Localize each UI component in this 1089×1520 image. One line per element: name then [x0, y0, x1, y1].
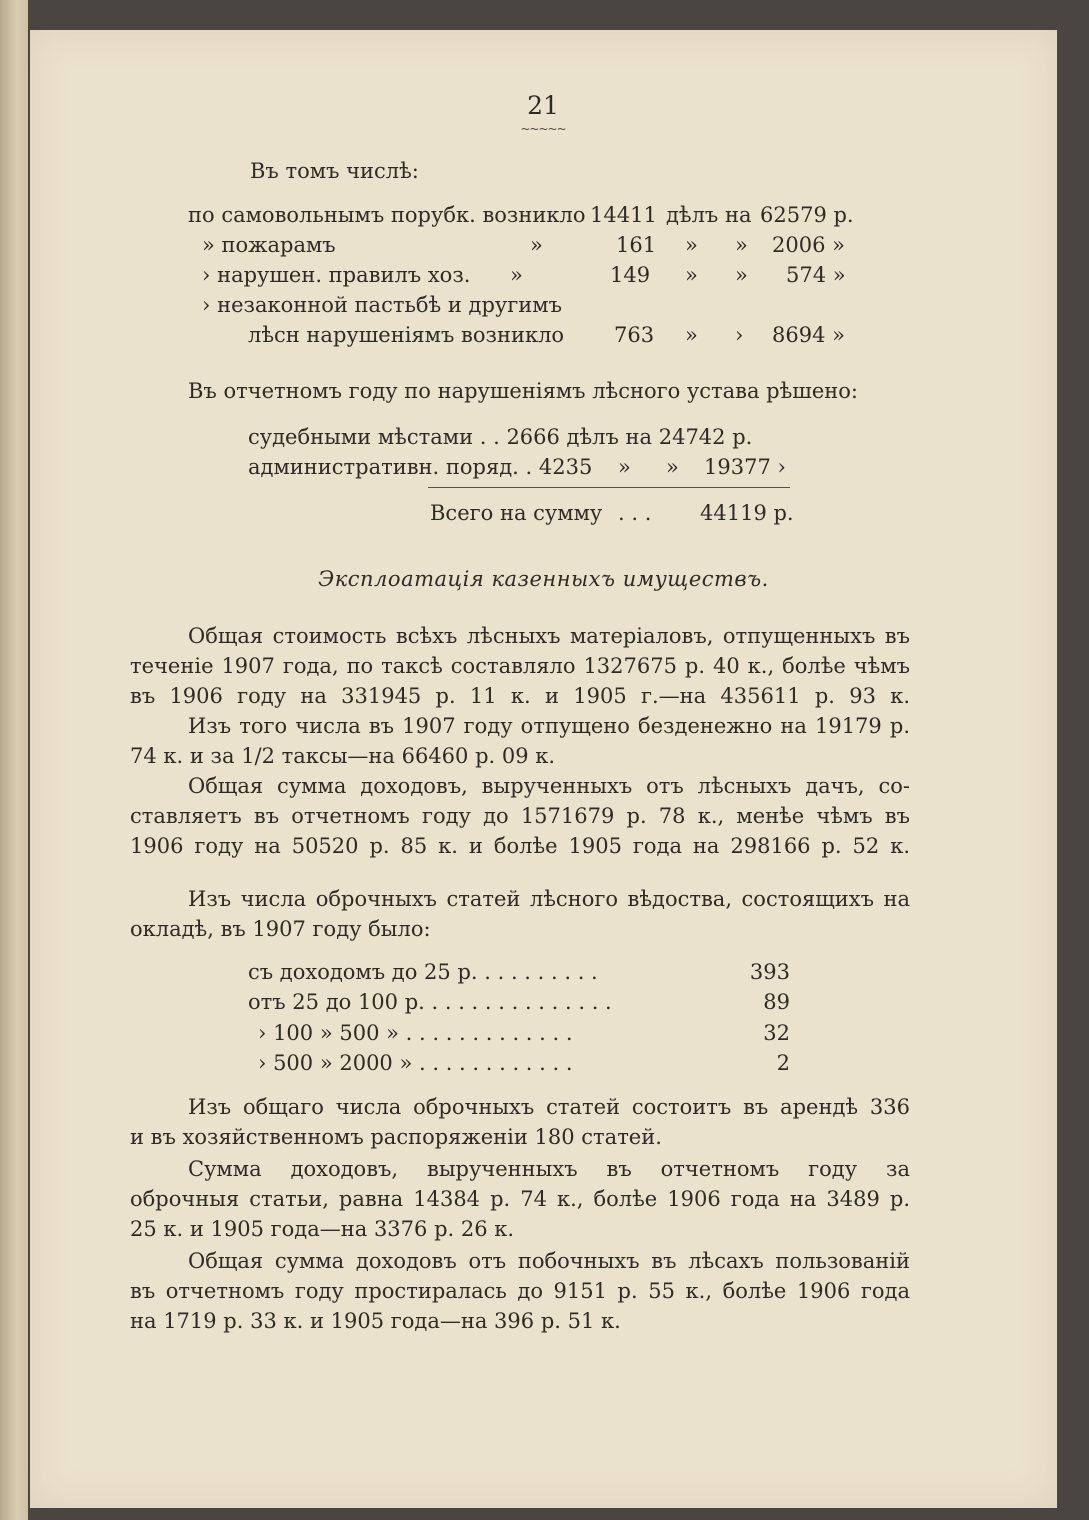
paragraph-line: Общая сумма доходовъ, вырученныхъ отъ лѣсныхъ дачъ, со-	[188, 774, 910, 798]
decided-row-ditto: »	[666, 455, 679, 479]
paragraph-line: 1906 году на 50520 р. 85 к. и болѣе 1905 года на 298166 р. 52 к.	[130, 834, 910, 858]
decided-row-sum: 19377 ›	[704, 455, 786, 479]
violation-row-label: по самовольнымъ порубк. возникло	[188, 203, 586, 227]
sum-rule	[428, 487, 790, 488]
violation-row-sum: 8694 »	[772, 323, 845, 347]
paragraph-line: 74 к. и за 1/2 таксы—на 66460 р. 09 к.	[130, 744, 556, 768]
document-page	[30, 30, 1057, 1508]
paragraph-line: въ 1906 году на 331945 р. 11 к. и 1905 г.—на 435611 р. 93 к.	[130, 684, 910, 708]
violation-row-ditto: »	[735, 263, 748, 287]
paragraph-line: теченіе 1907 года, по таксѣ составляло 1327675 р. 40 к., болѣе чѣмъ	[130, 654, 910, 678]
violation-row-count: 14411	[590, 203, 657, 227]
violation-row-ditto: »	[685, 263, 698, 287]
paragraph-line: и въ хозяйственномъ распоряженіи 180 статей.	[130, 1125, 662, 1149]
violation-row-label: лѣсн нарушеніямъ возникло	[248, 323, 565, 347]
paragraph-line: Общая стоимость всѣхъ лѣсныхъ матеріаловъ, отпущенныхъ въ	[188, 624, 910, 648]
income-row-value: 393	[749, 960, 790, 984]
violation-row-ditto: »	[530, 233, 543, 257]
intro-line: Въ томъ числѣ:	[250, 159, 419, 183]
paragraph-line: ставляетъ въ отчетномъ году до 1571679 р. 78 к., менѣе чѣмъ въ	[130, 804, 910, 828]
violation-row-count: 149	[610, 263, 651, 287]
violation-row-sum: 2006 »	[772, 233, 845, 257]
paragraph-line: Общая сумма доходовъ отъ побочныхъ въ лѣсахъ пользованій	[188, 1249, 910, 1273]
violation-row-ditto: ›	[735, 323, 744, 347]
income-row-label: отъ 25 до 100 р. . . . . . . . . . . . . . .	[248, 990, 612, 1014]
violation-row-count: 161	[616, 233, 657, 257]
violation-row-sum: 62579 р.	[760, 203, 854, 227]
income-row-label: съ доходомъ до 25 р. . . . . . . . . .	[248, 960, 598, 984]
violation-row-label: » пожарамъ	[202, 233, 336, 257]
paragraph-line: Изъ того числа въ 1907 году отпущено безденежно на 19179 р.	[188, 714, 910, 738]
violation-row-ditto: »	[735, 233, 748, 257]
total-label: Всего на сумму	[430, 501, 603, 525]
income-row-label: › 500 » 2000 » . . . . . . . . . . . .	[258, 1051, 573, 1075]
paragraph-line: окладѣ, въ 1907 году было:	[130, 917, 431, 941]
previous-page-edge	[0, 0, 28, 1520]
paragraph-line: Изъ числа оброчныхъ статей лѣсного вѣдоства, состоящихъ на	[188, 887, 910, 911]
paragraph-line: Изъ общаго числа оброчныхъ статей состоитъ въ арендѣ 336	[188, 1095, 910, 1119]
page-number: 21	[527, 91, 559, 120]
page-number-ornament: ~~~~~	[520, 122, 566, 136]
violation-row-count: 763	[614, 323, 655, 347]
violation-row-ditto: »	[685, 323, 698, 347]
violation-row-ditto: »	[685, 233, 698, 257]
section-heading: Эксплоатація казенныхъ имуществъ.	[318, 567, 769, 591]
income-row-value: 89	[763, 990, 790, 1014]
paragraph-line: на 1719 р. 33 к. и 1905 года—на 396 р. 51 к.	[130, 1309, 621, 1333]
paragraph-line: оброчныя статьи, равна 14384 р. 74 к., болѣе 1906 года на 3489 р.	[130, 1187, 910, 1211]
decided-row-ditto: »	[618, 455, 631, 479]
decided-intro: Въ отчетномъ году по нарушеніямъ лѣсного устава рѣшено:	[188, 379, 858, 403]
paragraph-line: въ отчетномъ году простиралась до 9151 р. 55 к., болѣе 1906 года	[130, 1279, 910, 1303]
paragraph-line: Сумма доходовъ, вырученныхъ въ отчетномъ году за	[188, 1157, 910, 1181]
violation-row-mid: дѣлъ на	[666, 203, 752, 227]
total-value: 44119 р.	[700, 501, 794, 525]
income-row-label: › 100 » 500 » . . . . . . . . . . . . .	[258, 1021, 573, 1045]
paragraph-line: 25 к. и 1905 года—на 3376 р. 26 к.	[130, 1217, 515, 1241]
decided-row: судебными мѣстами . . 2666 дѣлъ на 24742 р.	[248, 425, 753, 449]
violation-row-label: › незаконной пастьбѣ и другимъ	[202, 293, 562, 317]
total-dots: . . .	[618, 501, 652, 525]
violation-row-sum: 574 »	[786, 263, 846, 287]
violation-row-ditto: »	[510, 263, 523, 287]
violation-row-label: › нарушен. правилъ хоз.	[202, 263, 471, 287]
decided-row: административн. поряд. . 4235	[248, 455, 593, 479]
income-row-value: 2	[776, 1051, 790, 1075]
income-row-value: 32	[763, 1021, 790, 1045]
